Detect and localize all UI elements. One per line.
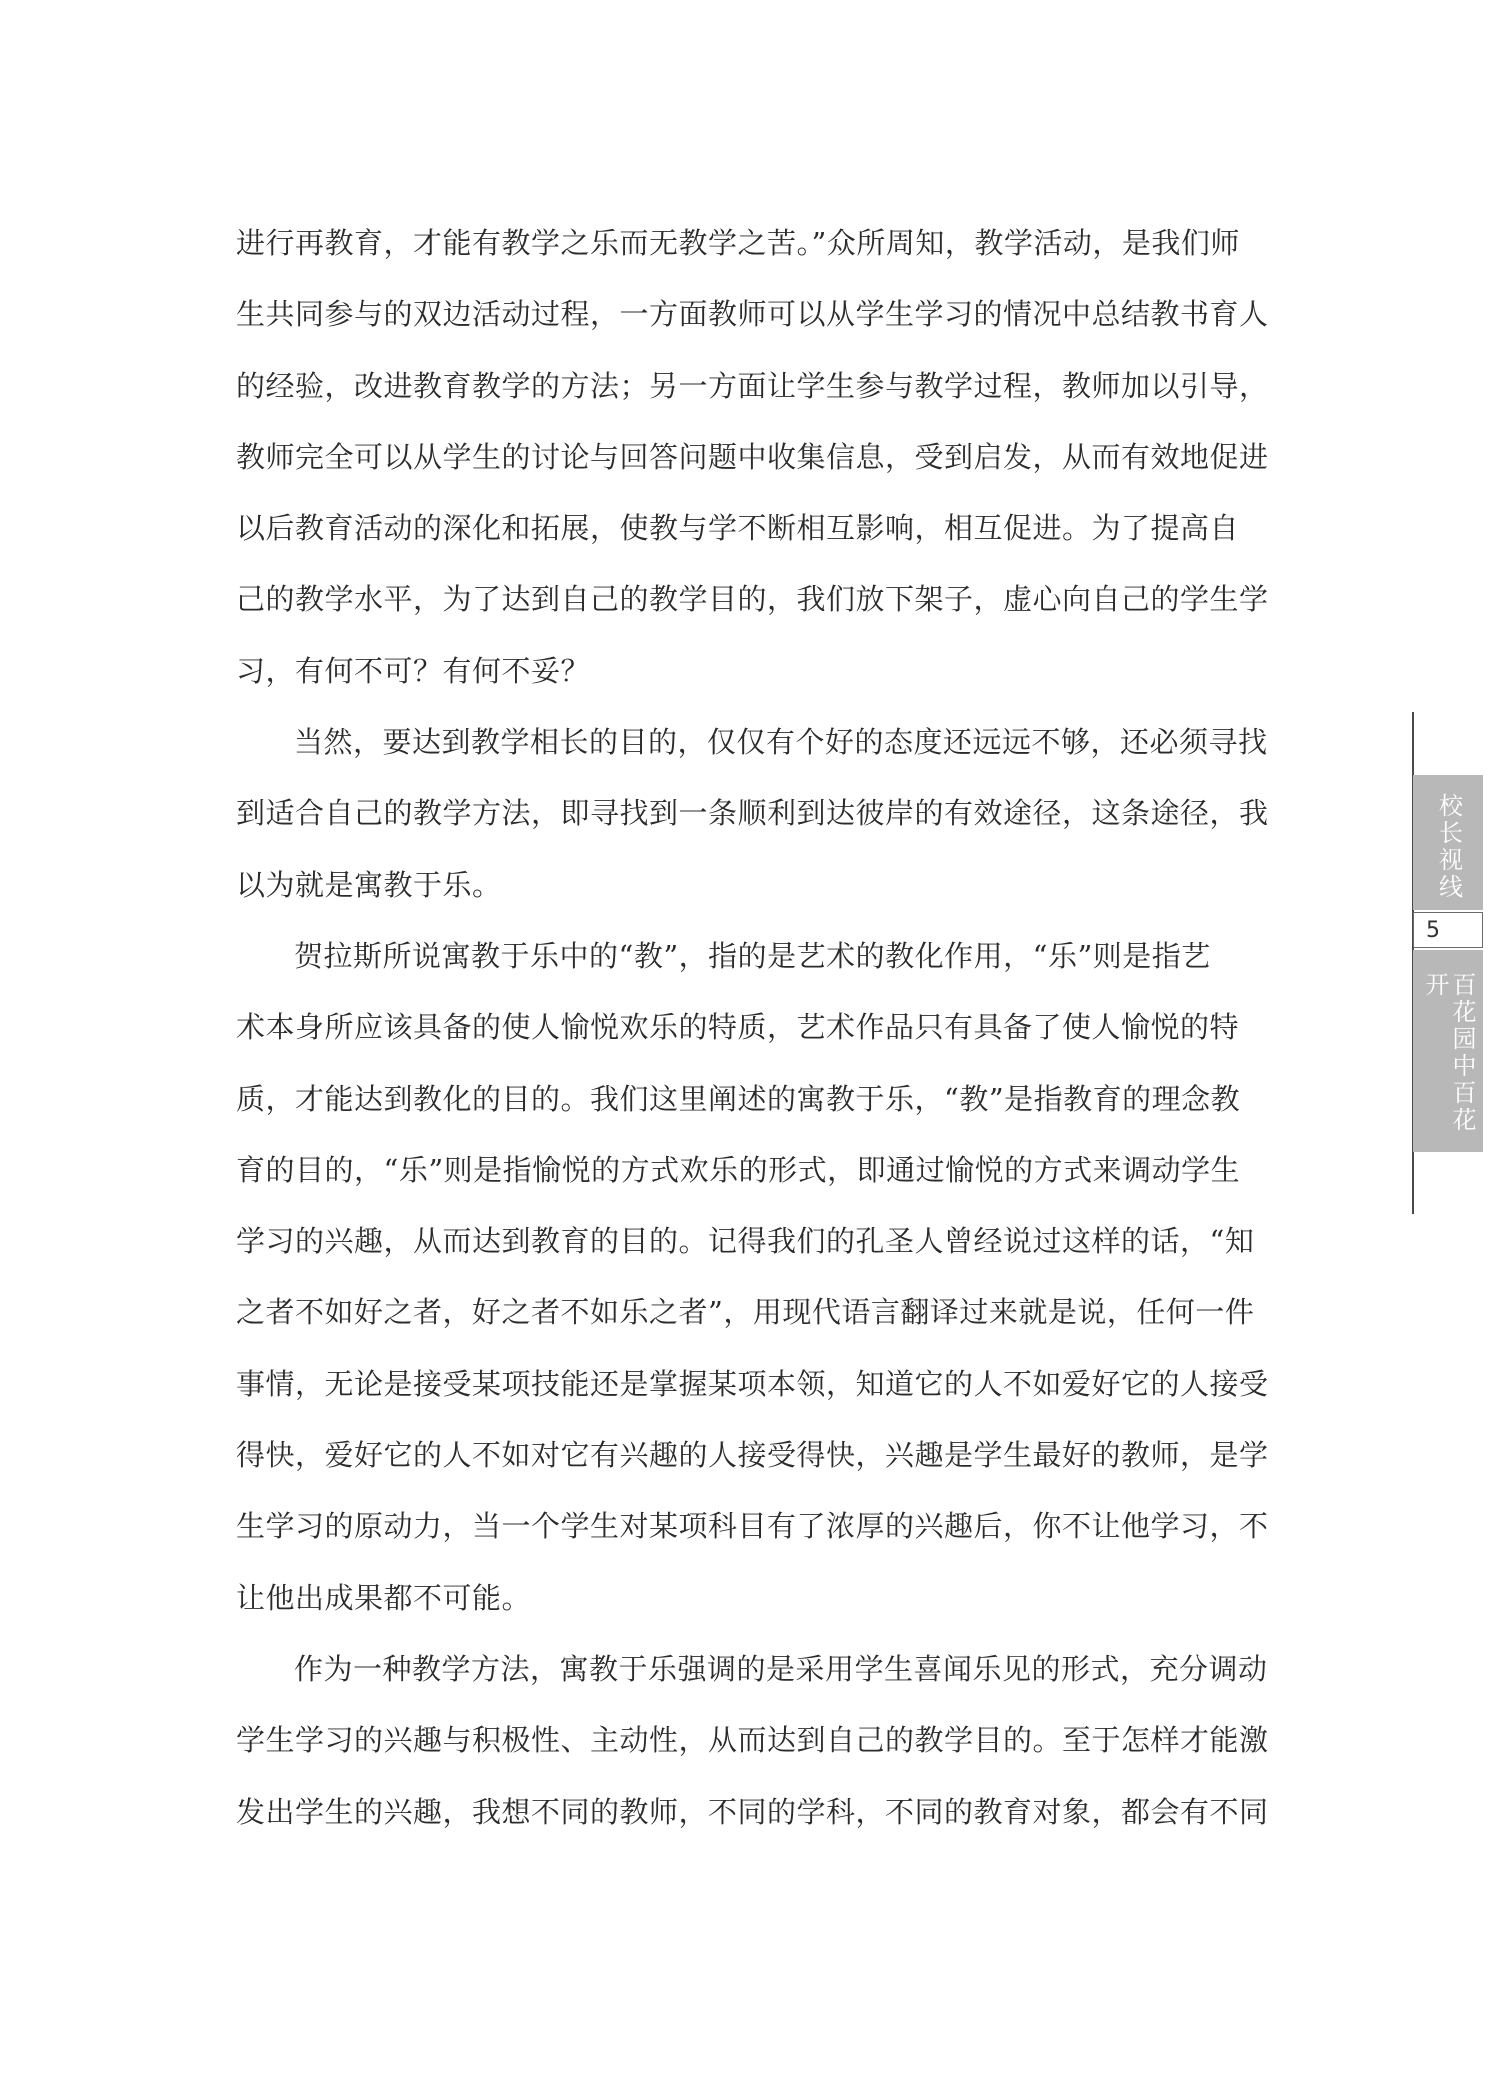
text-line: 学习的兴趣，从而达到教育的目的。记得我们的孔圣人曾经说过这样的话，“知 <box>236 1224 1255 1259</box>
page-number-box <box>1413 912 1483 948</box>
text-line: 让他出成果都不可能。 <box>236 1580 532 1615</box>
column-tab <box>1413 950 1483 1152</box>
article-body <box>236 208 1281 1848</box>
text-line: 学生学习的兴趣与积极性、主动性，从而达到自己的教学目的。至于怎样才能激 <box>236 1723 1269 1758</box>
text-line: 习，有何不可？有何不妥？ <box>236 653 591 688</box>
text-line: 己的教学水平，为了达到自己的教学目的，我们放下架子，虚心向自己的学生学 <box>236 582 1269 617</box>
text-line: 发出学生的兴趣，我想不同的教师，不同的学科，不同的教育对象，都会有不同 <box>236 1794 1269 1829</box>
text-line: 事情，无论是接受某项技能还是掌握某项本领，知道它的人不如爱好它的人接受 <box>236 1366 1269 1401</box>
text-line: 教师完全可以从学生的讨论与回答问题中收集信息，受到启发，从而有效地促进 <box>236 439 1269 474</box>
section-title: 校长视线 <box>1434 793 1463 901</box>
text-line: 以后教育活动的深化和拓展，使教与学不断相互影响，相互促进。为了提高自 <box>236 511 1240 546</box>
text-line: 到适合自己的教学方法，即寻找到一条顺利到达彼岸的有效途径，这条途径，我 <box>236 796 1269 831</box>
text-line: 贺拉斯所说寓教于乐中的“教”，指的是艺术的教化作用，“乐”则是指艺 <box>294 938 1211 973</box>
paragraph-4 <box>236 1634 1281 1848</box>
paragraph-3 <box>236 921 1281 1634</box>
section-tab <box>1413 775 1483 910</box>
text-line: 生学习的原动力，当一个学生对某项科目有了浓厚的兴趣后，你不让他学习，不 <box>236 1509 1269 1544</box>
text-line: 之者不如好之者，好之者不如乐之者”，用现代语言翻译过来就是说，任何一件 <box>236 1295 1255 1330</box>
page-number: 5 <box>1426 917 1440 943</box>
text-line: 得快，爱好它的人不如对它有兴趣的人接受得快，兴趣是学生最好的教师，是学 <box>236 1438 1269 1473</box>
text-line: 的经验，改进教育教学的方法；另一方面让学生参与教学过程，教师加以引导， <box>236 368 1269 403</box>
text-line: 以为就是寓教于乐。 <box>236 867 502 902</box>
text-line: 育的目的，“乐”则是指愉悦的方式欢乐的形式，即通过愉悦的方式来调动学生 <box>236 1152 1241 1187</box>
text-line: 当然，要达到教学相长的目的，仅仅有个好的态度还远远不够，还必须寻找 <box>294 725 1268 760</box>
text-line: 生共同参与的双边活动过程，一方面教师可以从学生学习的情况中总结教书育人 <box>236 297 1269 332</box>
text-line: 进行再教育，才能有教学之乐而无教学之苦。”众所周知，教学活动，是我们师 <box>236 226 1240 260</box>
text-line: 术本身所应该具备的使人愉悦欢乐的特质，艺术作品只有具备了使人愉悦的特 <box>236 1010 1240 1045</box>
paragraph-2 <box>236 707 1281 921</box>
text-line: 作为一种教学方法，寓教于乐强调的是采用学生喜闻乐见的形式，充分调动 <box>294 1651 1268 1686</box>
text-line: 质，才能达到教化的目的。我们这里阐述的寓教于乐，“教”是指教育的理念教 <box>236 1081 1241 1116</box>
column-title: 百花园中百花开 <box>1421 972 1476 1134</box>
paragraph-1 <box>236 208 1281 707</box>
